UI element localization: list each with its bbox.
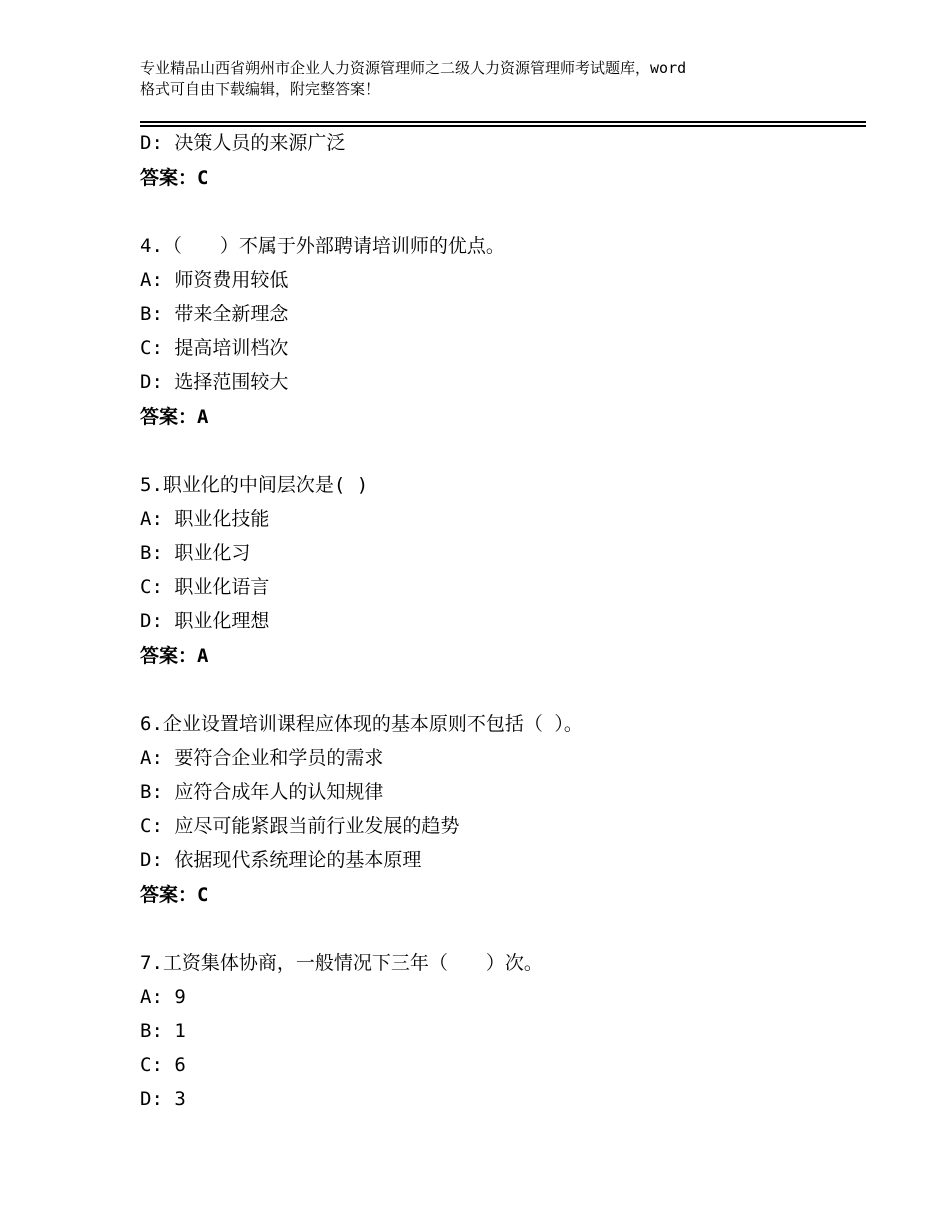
q3-option-d: D: 决策人员的来源广泛 [140,132,346,154]
q6-option-c: C: 应尽可能紧跟当前行业发展的趋势 [140,815,460,837]
q6-question: 6.企业设置培训课程应体现的基本原则不包括（ ）。 [140,713,583,735]
q6-option-d: D: 依据现代系统理论的基本原理 [140,849,422,871]
q7-question: 7.工资集体协商，一般情况下三年（ ）次。 [140,952,543,974]
document-header [140,58,840,100]
q6-option-a: A: 要符合企业和学员的需求 [140,747,384,769]
q4-option-c: C: 提高培训档次 [140,337,289,359]
q4-option-b: B: 带来全新理念 [140,303,289,325]
q4-question: 4.（ ）不属于外部聘请培训师的优点。 [140,235,505,257]
header-divider-top [140,121,866,123]
q7-option-a: A: 9 [140,986,186,1008]
q5-question: 5.职业化的中间层次是( ) [140,474,369,496]
q7-option-b: B: 1 [140,1020,186,1042]
header-title-line-2: 格式可自由下载编辑，附完整答案！ [140,80,381,98]
header-title-line-1: 专业精品山西省朔州市企业人力资源管理师之二级人力资源管理师考试题库，word [140,59,687,77]
q7-option-d: D: 3 [140,1088,186,1110]
q4-answer: 答案：A [140,406,209,428]
q7-option-c: C: 6 [140,1054,186,1076]
header-divider-bottom [140,125,866,127]
q6-option-b: B: 应符合成年人的认知规律 [140,781,384,803]
q5-option-b: B: 职业化习 [140,542,251,564]
q4-option-d: D: 选择范围较大 [140,371,289,393]
q4-option-a: A: 师资费用较低 [140,269,289,291]
q3-answer: 答案：C [140,167,209,189]
q6-answer: 答案：C [140,884,209,906]
q5-option-c: C: 职业化语言 [140,576,270,598]
q5-option-d: D: 职业化理想 [140,610,270,632]
q5-answer: 答案：A [140,645,209,667]
q5-option-a: A: 职业化技能 [140,508,270,530]
